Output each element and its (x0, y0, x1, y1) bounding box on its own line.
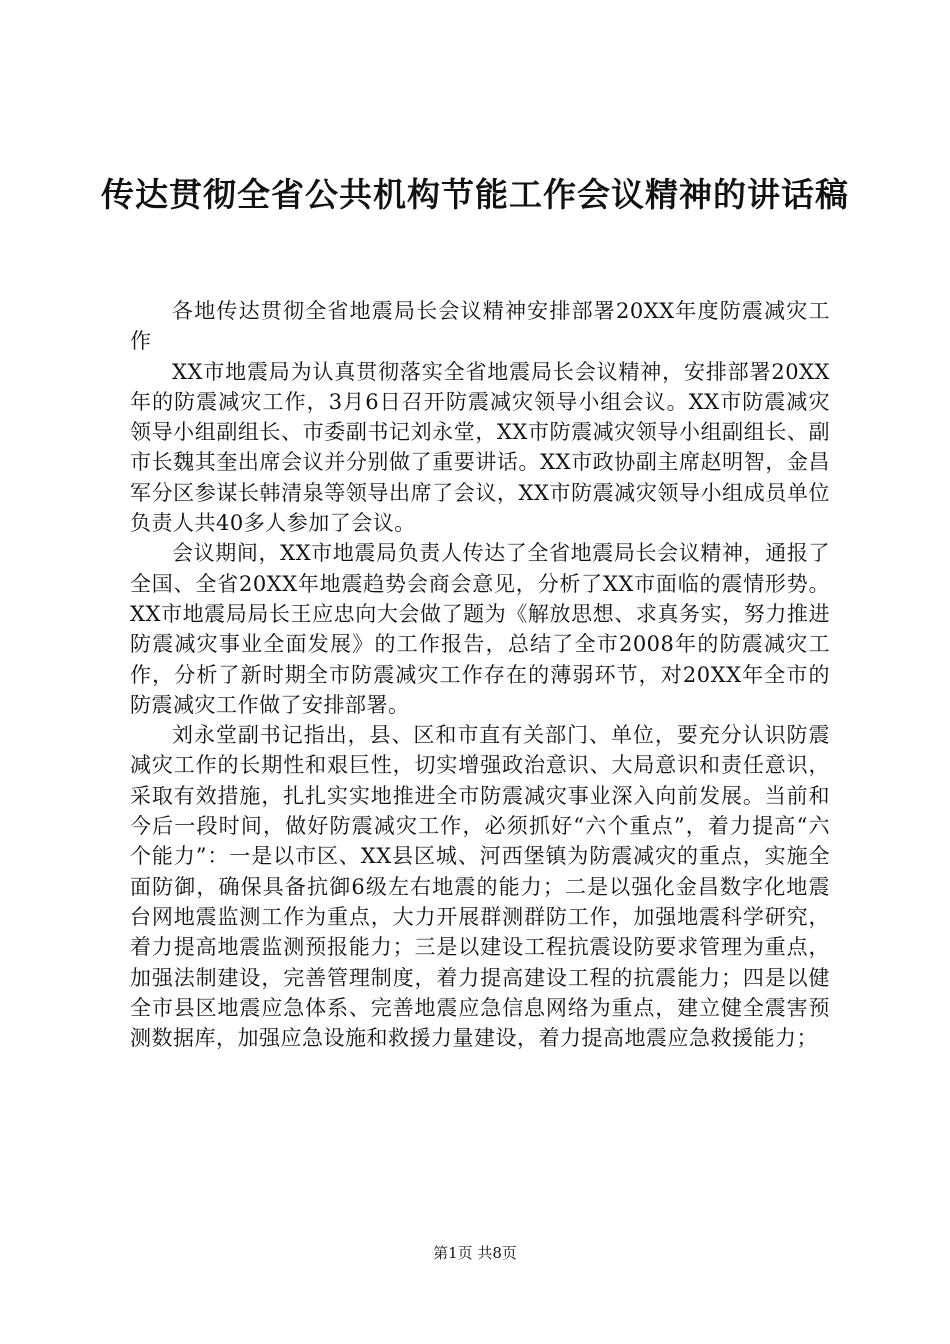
document-title: 传达贯彻全省公共机构节能工作会议精神的讲话稿 (101, 175, 849, 214)
paragraph-4: 刘永堂副书记指出，县、区和市直有关部门、单位，要充分认识防震减灾工作的长期性和艰巨性，切实增强政治意识、大局意识和责任意识，采取有效措施，扎扎实实地推进全市防震减灾事业深入向前发展。当前和今后一段时间，做好防震减灾工作，必须抓好“六个重点”，着力提高“六个能力”：一是以市区、XX县区城、河西堡镇为防震减灾的重点，实施全面防御，确保具备抗御6级左右地震的能力；二是以强化金昌数字化地震台网地震监测工作为重点，大力开展群测群防工作，加强地震科学研究，着力提高地震监测预报能力；三是以建设工程抗震设防要求管理为重点，加强法制建设，完善管理制度，着力提高建设工程的抗震能力；四是以健全市县区地震应急体系、完善地震应急信息网络为重点，建立健全震害预测数据库，加强应急设施和救援力量建设，着力提高地震应急救援能力； (130, 723, 830, 1051)
document-body (130, 296, 830, 1053)
page-number-footer: 第1页 共8页 (433, 1244, 517, 1262)
paragraph-3: 会议期间，XX市地震局负责人传达了全省地震局长会议精神，通报了全国、全省20XX年地震趋势会商会意见，分析了XX市面临的震情形势。XX市地震局局长王应忠向大会做了题为《解放思想、求真务实，努力推进防震减灾事业全面发展》的工作报告，总结了全市2008年的防震减灾工作，分析了新时期全市防震减灾工作存在的薄弱环节，对20XX年全市的防震减灾工作做了安排部署。 (130, 541, 830, 717)
paragraph-1: 各地传达贯彻全省地震局长会议精神安排部署20XX年度防震减灾工作 (130, 299, 830, 354)
paragraph-2: XX市地震局为认真贯彻落实全省地震局长会议精神，安排部署20XX年的防震减灾工作，3月6日召开防震减灾领导小组会议。XX市防震减灾领导小组副组长、市委副书记刘永堂，XX市防震减灾领导小组副组长、副市长魏其奎出席会议并分别做了重要讲话。XX市政协副主席赵明智，金昌军分区参谋长韩清泉等领导出席了会议，XX市防震减灾领导小组成员单位负责人共40多人参加了会议。 (130, 359, 830, 536)
